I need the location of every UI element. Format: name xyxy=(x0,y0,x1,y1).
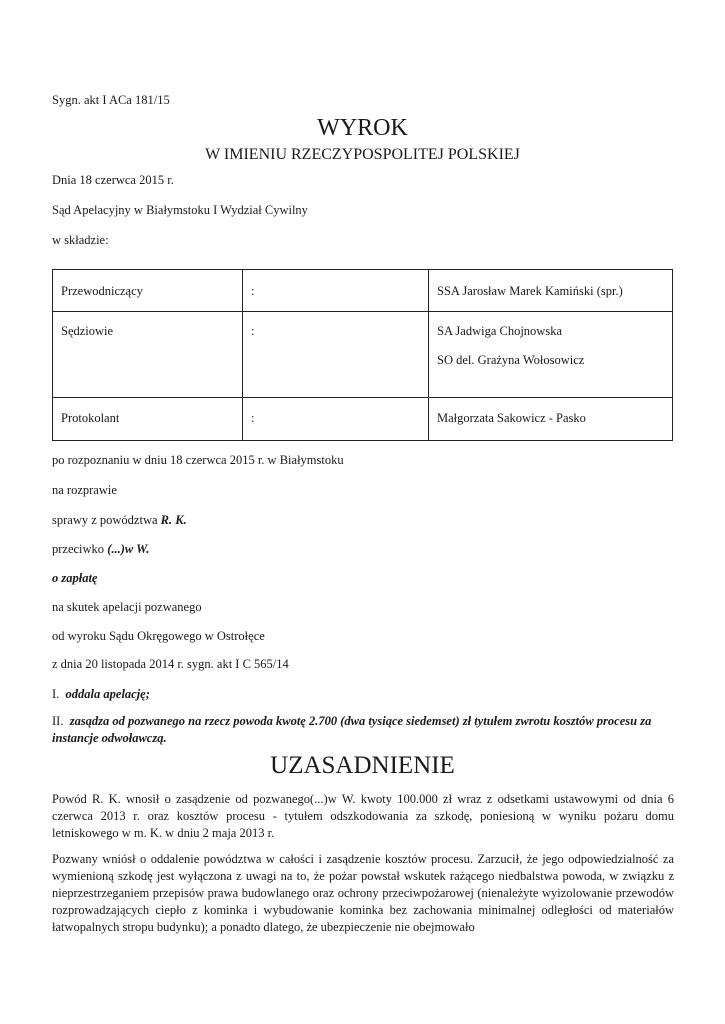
document-title: WYROK xyxy=(317,115,408,141)
case-prefix: sprawy z powództwa xyxy=(52,513,161,527)
ruling-number: I. xyxy=(52,687,60,701)
against-line xyxy=(52,541,149,557)
panel-role: Przewodniczący xyxy=(53,270,243,312)
panel-row-clerk xyxy=(53,398,673,441)
against-prefix: przeciwko xyxy=(52,542,108,556)
panel-separator: : xyxy=(243,270,429,312)
case-subject: o zapłatę xyxy=(52,571,98,585)
panel-name xyxy=(429,398,673,441)
panel-role: Sędziowie xyxy=(53,312,243,398)
judgment-of-line: od wyroku Sądu Okręgowego w Ostrołęce xyxy=(52,629,265,643)
document-subtitle: W IMIENIU RZECZYPOSPOLITEJ POLSKIEJ xyxy=(205,146,520,163)
ruling-point-2 xyxy=(52,713,674,747)
heard-line: po rozpoznaniu w dniu 18 czerwca 2015 r. w Białymstoku xyxy=(52,453,344,467)
judgment-date-line: z dnia 20 listopada 2014 r. sygn. akt I C 565/14 xyxy=(52,657,289,671)
panel-table xyxy=(52,269,673,441)
justification-paragraph: Powód R. K. wnosił o zasądzenie od pozwanego(...)w W. kwoty 100.000 zł wraz z odsetkami ustawowymi od dnia 6 czerwca 2013 r. oraz kosztów procesu - tytułem odszkodowania za szkodę, poniesioną w wyniku pożaru domu letniskowego w m. K. w dniu 2 maja 2013 r. xyxy=(52,792,674,840)
subject-line xyxy=(52,570,97,586)
ruling-number: II. xyxy=(52,714,64,728)
judge-name: SSA Jarosław Marek Kamiński (spr.) xyxy=(437,284,623,298)
judgment-date: Dnia 18 czerwca 2015 r. xyxy=(52,173,174,187)
ruling-text: zasądza od pozwanego na rzecz powoda kwotę 2.700 (dwa tysiące siedemset) zł tytułem zwrotu kosztów procesu za instancje odwoławczą. xyxy=(52,714,652,745)
panel-separator: : xyxy=(243,312,429,398)
judge-name: SA Jadwiga Chojnowska xyxy=(437,324,562,338)
appeal-line: na skutek apelacji pozwanego xyxy=(52,600,202,614)
composition-label: w składzie: xyxy=(52,233,109,247)
case-line xyxy=(52,512,187,528)
case-number: Sygn. akt I ACa 181/15 xyxy=(52,93,170,107)
panel-row-judges xyxy=(53,312,673,398)
judge-name: SO del. Grażyna Wołosowicz xyxy=(437,353,585,367)
clerk-name: Małgorzata Sakowicz - Pasko xyxy=(437,411,586,425)
justification-heading: UZASADNIENIE xyxy=(270,752,455,779)
ruling-text: oddala apelację; xyxy=(65,687,150,701)
panel-row-presiding xyxy=(53,270,673,312)
ruling-point-1 xyxy=(52,686,150,702)
defendant-name: (...)w W. xyxy=(107,542,150,556)
plaintiff-name: R. K. xyxy=(160,513,187,527)
panel-name xyxy=(429,312,673,398)
court-name: Sąd Apelacyjny w Białymstoku I Wydział Cywilny xyxy=(52,203,308,217)
panel-role: Protokolant xyxy=(53,398,243,441)
justification-paragraph: Pozwany wniósł o oddalenie powództwa w całości i zasądzenie kosztów procesu. Zarzucił, że jego odpowiedzialność za wymienioną szkodę jest wyłączona z uwagi na to, że pożar powstał wskutek rażącego niedbalstwa powoda, w związku z nieprzestrzeganiem przepisów prawa budowlanego oraz ochrony przeciwpożarowej (nienależyte wyizolowanie przewodów rozprowadzających ciepło z kominka i wybudowanie kominka bez zachowania minimalnej odległości od materiałów łatwopalnych stropu budynku); a ponadto dlatego, że ubezpieczenie nie obejmowało xyxy=(52,852,674,934)
hearing-line: na rozprawie xyxy=(52,483,117,497)
panel-separator: : xyxy=(243,398,429,441)
panel-name xyxy=(429,270,673,312)
